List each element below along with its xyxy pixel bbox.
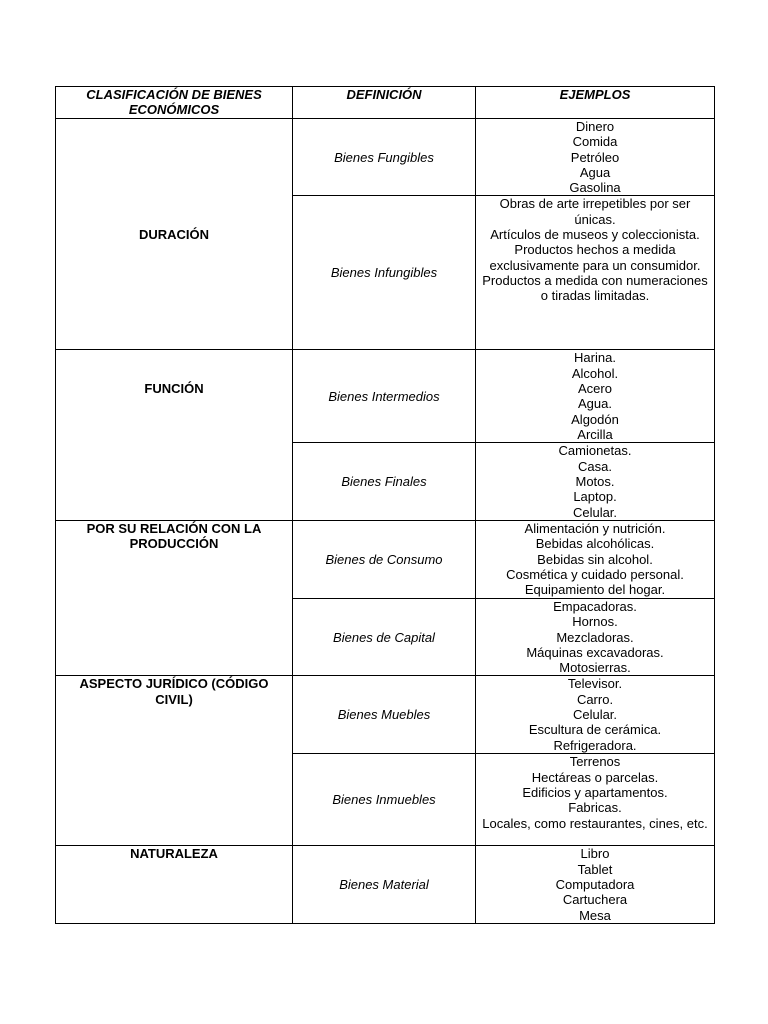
header-definition: DEFINICIÓN (293, 87, 476, 119)
category-label: FUNCIÓN (144, 381, 204, 397)
example-item: Artículos de museos y coleccionista. (490, 227, 700, 243)
example-item: Mezcladoras. (556, 629, 634, 645)
example-item: Computadora (555, 877, 635, 893)
examples-cell (476, 119, 715, 196)
type-cell: Bienes Material (293, 846, 476, 923)
example-item: Tablet (577, 861, 613, 877)
example-item: Bebidas sin alcohol. (537, 551, 653, 567)
example-item: Agua. (578, 396, 612, 412)
example-item: Empacadoras. (553, 598, 637, 614)
type-cell: Bienes Muebles (293, 676, 476, 754)
examples-cell (476, 676, 715, 754)
example-item: Camionetas. (558, 443, 632, 459)
example-item: Comida (572, 134, 618, 150)
category-cell (56, 350, 293, 520)
type-cell: Bienes Finales (293, 443, 476, 520)
example-item: Bebidas alcohólicas. (535, 536, 655, 552)
examples-cell (476, 520, 715, 598)
examples-cell (476, 443, 715, 520)
classification-table (55, 86, 715, 924)
type-cell: Bienes Fungibles (293, 119, 476, 196)
example-item: Equipamiento del hogar. (524, 582, 666, 598)
example-item: Agua (579, 164, 611, 180)
type-cell: Bienes Inmuebles (293, 754, 476, 846)
example-item: Libro (580, 846, 610, 862)
table-row (56, 119, 715, 196)
example-item: Laptop. (573, 489, 617, 505)
category-cell: NATURALEZA (56, 846, 293, 923)
example-item: Productos hechos a medida exclusivamente para un consumidor. (489, 242, 701, 273)
example-item: Algodón (571, 411, 619, 427)
example-item: Refrigeradora. (553, 737, 637, 753)
example-item: Cartuchera (562, 892, 628, 908)
header-classification: CLASIFICACIÓN DE BIENES ECONÓMICOS (56, 87, 293, 119)
type-cell: Bienes de Consumo (293, 520, 476, 598)
type-cell: Bienes Intermedios (293, 350, 476, 443)
example-item: Carro. (576, 691, 614, 707)
example-item: Alcohol. (571, 365, 619, 381)
type-cell: Bienes Infungibles (293, 196, 476, 350)
type-cell: Bienes de Capital (293, 598, 476, 675)
example-item: Arcilla (577, 426, 613, 442)
header-examples: EJEMPLOS (476, 87, 715, 119)
example-item: Hectáreas o parcelas. (531, 769, 659, 785)
example-item: Motos. (575, 474, 615, 490)
category-cell: DURACIÓN (56, 119, 293, 350)
examples-cell (476, 598, 715, 675)
examples-cell (476, 196, 715, 350)
example-item: Hornos. (572, 614, 618, 630)
table-row (56, 676, 715, 754)
example-item: Gasolina (569, 180, 621, 196)
example-item: Edificios y apartamentos. (522, 785, 668, 801)
example-item: Locales, como restaurantes, cines, etc. (482, 815, 708, 831)
example-item: Motosierras. (559, 660, 631, 676)
example-item: Escultura de cerámica. (528, 722, 662, 738)
example-item: Dinero (575, 119, 615, 134)
example-item: Celular. (572, 707, 618, 723)
header-row (56, 87, 715, 119)
category-cell: ASPECTO JURÍDICO (CÓDIGO CIVIL) (56, 676, 293, 846)
examples-cell (476, 754, 715, 846)
category-cell: POR SU RELACIÓN CON LA PRODUCCIÓN (56, 520, 293, 675)
example-item: Celular. (572, 504, 618, 520)
example-item: Máquinas excavadoras. (526, 644, 664, 660)
example-item: Productos a medida con numeraciones o tiradas limitadas. (482, 272, 708, 304)
example-item: Obras de arte irrepetibles por ser únicas. (499, 196, 691, 227)
example-item: Cosmética y cuidado personal. (506, 566, 684, 582)
examples-cell (476, 846, 715, 923)
table-row (56, 520, 715, 598)
table-row (56, 846, 715, 923)
table-row (56, 350, 715, 443)
example-item: Casa. (578, 458, 612, 474)
example-item: Fabricas. (568, 800, 622, 816)
example-item: Harina. (574, 350, 616, 366)
example-item: Mesa (579, 907, 611, 923)
example-item: Televisor. (567, 676, 623, 692)
example-item: Acero (578, 381, 612, 397)
example-item: Alimentación y nutrición. (524, 520, 666, 536)
examples-cell (476, 350, 715, 443)
example-item: Petróleo (570, 149, 620, 165)
example-item: Terrenos (569, 754, 621, 770)
